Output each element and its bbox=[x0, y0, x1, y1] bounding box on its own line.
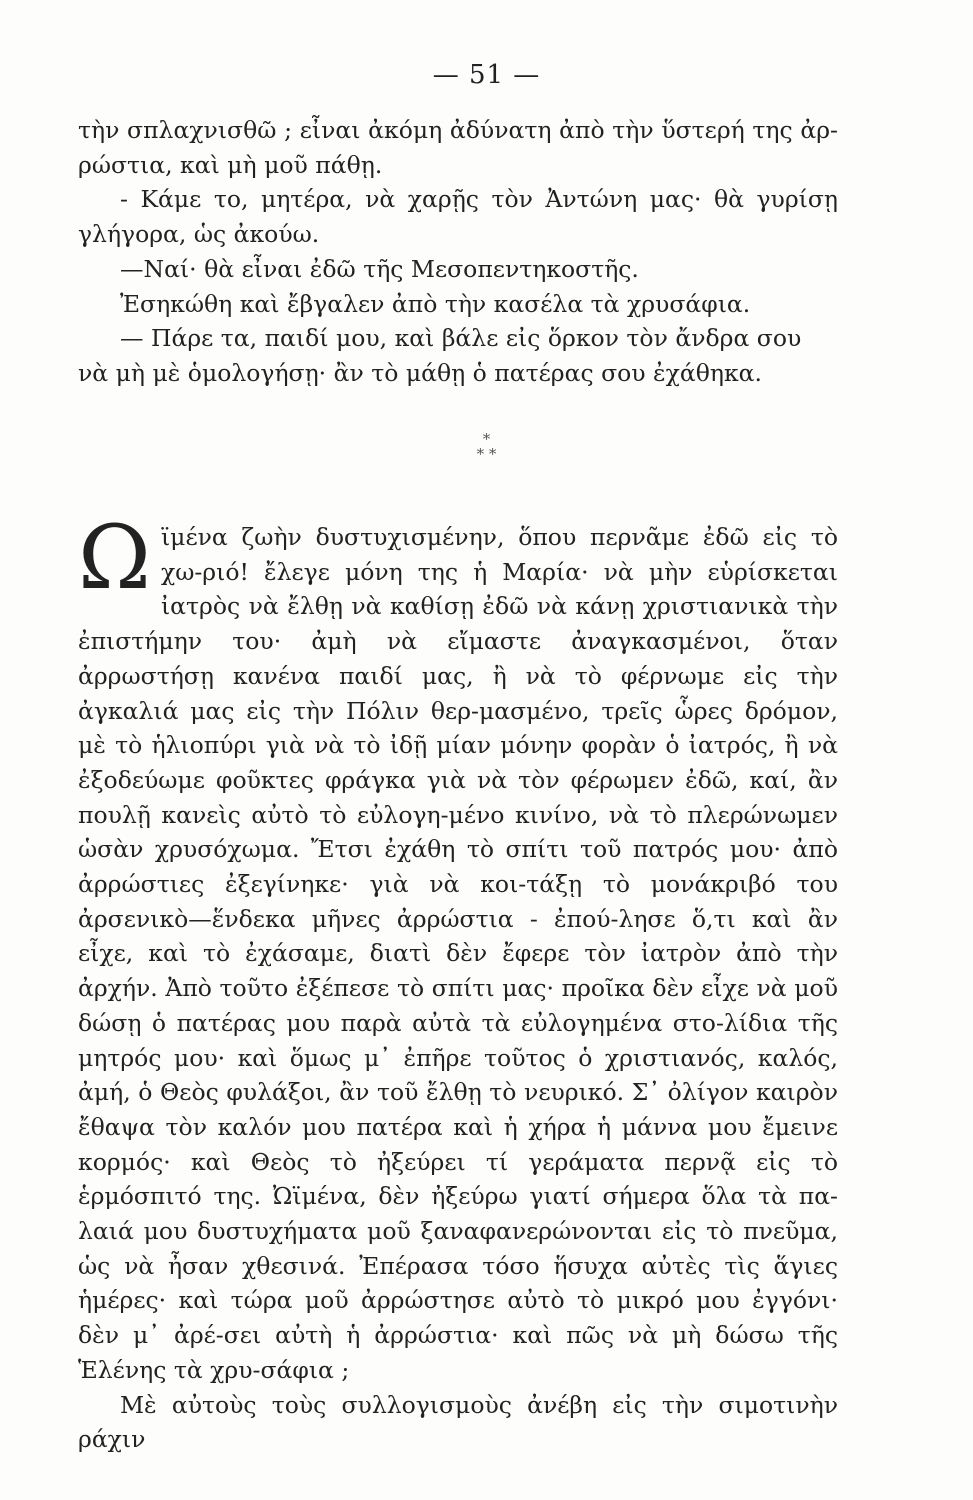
monologue-section bbox=[78, 506, 838, 1457]
section-break-asterism bbox=[0, 432, 973, 462]
asterism-bottom-stars: * * bbox=[476, 445, 497, 463]
paragraph-continuation: τὴν σπλαχνισθῶ ; εἶναι ἀκόμη ἀδύνατη ἀπὸ τὴν ὕστερή της ἀρ-ρώστια, καὶ μὴ μοῦ πάθῃ. bbox=[78, 116, 838, 179]
paragraph-narration-final: Μὲ αὐτοὺς τοὺς συλλογισμοὺς ἀνέβη εἰς τὴν σιμοτινὴν ράχιν bbox=[78, 1390, 838, 1454]
paragraph-dialogue: - Κάμε το, μητέρα, νὰ χαρῇς τὸν Ἀντώνη μας· θὰ γυρίσῃ γλήγορα, ὡς ἀκούω. bbox=[78, 185, 838, 249]
page-number: — 51 — bbox=[432, 60, 541, 90]
drop-cap: Ω bbox=[78, 506, 151, 609]
paragraph-dialogue: —Ναί· θὰ εἶναι ἐδῶ τῆς Μεσοπεντηκοστῆς. bbox=[120, 254, 639, 283]
paragraph-monologue bbox=[78, 506, 838, 1388]
paragraph-monologue-text: ϊμένα ζωὴν δυστυχισμένην, ὅπου περνᾶμε ἐδῶ εἰς τὸ χω-ριό! ἔλεγε μόνη της ἡ Μαρία· νὰ μὴν εὑρίσκεται ἰατρὸς νὰ ἔλθῃ νὰ καθίσῃ ἐδῶ νὰ κάνῃ χριστιανικὰ τὴν ἐπιστήμην του· ἀμὴ νὰ εἴμαστε ἀναγκασμένοι, ὅταν ἀρρωστήσῃ κανένα παιδί μας, ἢ νὰ τὸ φέρνωμε εἰς τὴν ἀγκαλιά μας εἰς τὴν Πόλιν θερ-μασμένο, τρεῖς ὧρες δρόμον, μὲ τὸ ἡλιοπύρι γιὰ νὰ τὸ ἰδῇ μίαν μόνην φορὰν ὁ ἰατρός, ἢ νὰ ἐξοδεύωμε φοῦκτες φράγκα γιὰ νὰ τὸν φέρωμεν ἐδῶ, καί, ἂν πουλῇ κανεὶς αὐτὸ τὸ εὐλογη-μένο κινίνο, νὰ τὸ πλερώνωμεν ὡσὰν χρυσόχωμα. Ἔτσι ἐχάθη τὸ σπίτι τοῦ πατρός μου· ἀπὸ ἀρρώστιες ἐξεγίνηκε· γιὰ νὰ κοι-τάξῃ τὸ μονάκριβό του ἀρσενικὸ—ἕνδεκα μῆνες ἀρρώστια - ἐπού-λησε ὅ,τι καὶ ἂν εἶχε, καὶ τὸ ἐχάσαμε, διατὶ δὲν ἔφερε τὸν ἰατρὸν ἀπὸ τὴν ἀρχήν. Ἀπὸ τοῦτο ἐξέπεσε τὸ σπίτι μας· προῖκα δὲν εἶχε νὰ μοῦ δώσῃ ὁ πατέρας μου παρὰ αὐτὰ τὰ εὐλογημένα στο-λίδια τῆς μητρός μου· καὶ ὅμως μ᾽ ἐπῆρε τοῦτος ὁ χριστιανός, καλός, ἀμή, ὁ Θεὸς φυλάξοι, ἂν τοῦ ἔλθῃ τὸ νευρικό. Σ᾽ ὀλίγον καιρὸν ἔθαψα τὸν καλόν μου πατέρα καὶ ἡ χήρα ἡ μάννα μου ἔμεινε κορμός· καὶ Θεὸς τὸ ἠξεύρει τί γεράματα περνᾷ εἰς τὸ ἑρμόσπιτό της. Ὠϊμένα, δὲν ἠξεύρω γιατί σήμερα ὅλα τὰ πα-λαιά μου δυστυχήματα μοῦ ξαναφανερώνονται εἰς τὸ πνεῦμα, ὡς νὰ ἦσαν χθεσινά. Ἐπέρασα τόσο ἥσυχα αὐτὲς τὶς ἅγιες ἡμέρες· καὶ τώρα μοῦ ἀρρώστησε αὐτὸ τὸ μικρό μου ἐγγόνι· δὲν μ᾽ ἀρέ-σει αὐτὴ ἡ ἀρρώστια· καὶ πῶς νὰ μὴ δώσω τῆς Ἑλένης τὰ χρυ-σάφια ; bbox=[78, 523, 838, 1384]
asterism-top-star: * bbox=[482, 430, 491, 448]
paragraph-narration: Ἐσηκώθη καὶ ἔβγαλεν ἀπὸ τὴν κασέλα τὰ χρυσάφια. bbox=[120, 289, 751, 318]
paragraph-dialogue: — Πάρε τα, παιδί μου, καὶ βάλε εἰς ὅρκον τὸν ἄνδρα σου νὰ μὴ μὲ ὁμολογήσῃ· ἂν τὸ μάθῃ ὁ πατέρας σου ἐχάθηκα. bbox=[78, 324, 802, 387]
dialogue-section bbox=[78, 113, 838, 391]
